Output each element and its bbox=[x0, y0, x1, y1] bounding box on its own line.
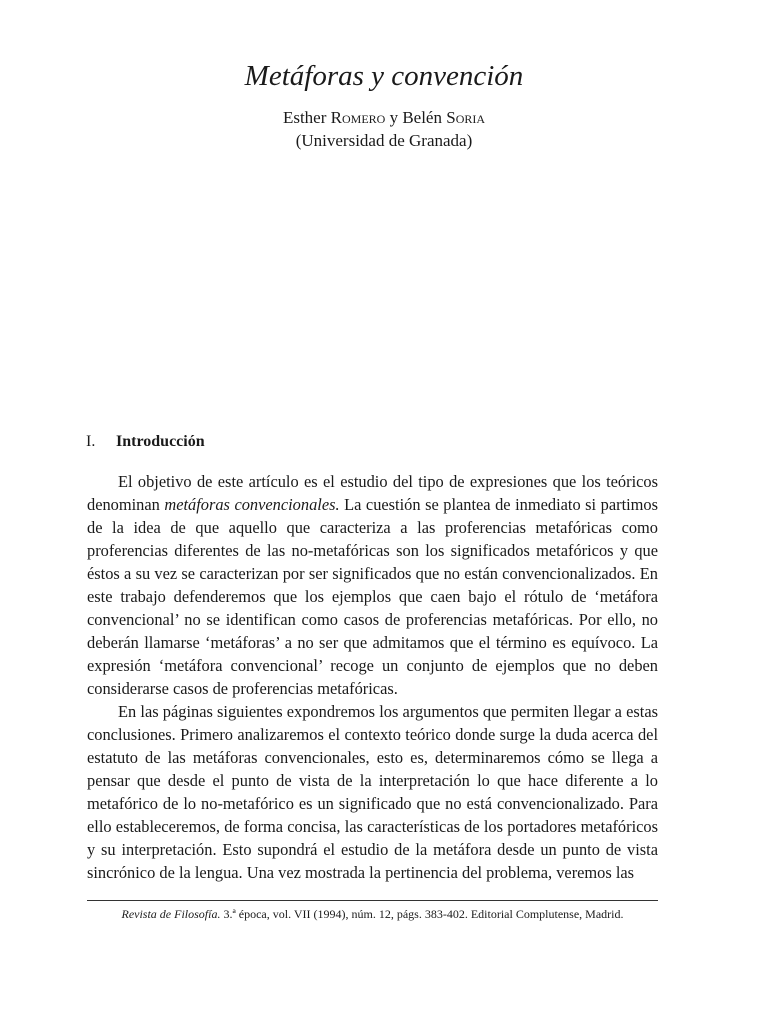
author-1-surname: Romero bbox=[330, 108, 386, 127]
journal-name: Revista de Filosofía. bbox=[121, 907, 221, 921]
article-title: Metáforas y convención bbox=[244, 60, 524, 92]
journal-citation bbox=[87, 906, 658, 922]
author-line bbox=[0, 107, 768, 129]
section-number: I. bbox=[86, 433, 96, 450]
citation-details: 3.ª época, vol. VII (1994), núm. 12, págs. 383-402. Editorial Complutense, Madrid. bbox=[220, 907, 624, 921]
paragraph-1-text-a: El objetivo de este artículo es el estudio del tipo de expresiones que los teóricos denominan bbox=[87, 472, 658, 514]
author-2-first-name: Belén bbox=[402, 108, 442, 127]
paragraph-1-text-b: La cuestión se plantea de inmediato si partimos de la idea de que aquello que caracteriza a las proferencias metafóricas como proferencias diferentes de las no-metafóricas son los significados metafóricos y que éstos a su vez se caracterizan por ser significados que no están convencionalizados. En este trabajo defenderemos que los ejemplos que caen bajo el rótulo de ‘metáfora convencional’ no se identifican como casos de proferencias metafóricas. Por ello, no deberán llamarse ‘metáforas’ a no ser que admitamos que el término es equívoco. La expresión ‘metáfora convencional’ recoge un conjunto de ejemplos que no deben considerarse casos de proferencias metafóricas. bbox=[87, 495, 658, 698]
footer-divider bbox=[87, 900, 658, 901]
author-affiliation: (Universidad de Granada) bbox=[295, 131, 473, 150]
paragraph-1-emphasis: metáforas convencionales. bbox=[164, 495, 340, 514]
section-title: Introducción bbox=[116, 433, 205, 450]
paragraph-2: En las páginas siguientes expondremos los argumentos que permiten llegar a estas conclusiones. Primero analizaremos el contexto teórico donde surge la duda acerca del estatuto de las metáforas convencionales, esto es, determinaremos cómo se llega a pensar que desde el punto de vista de la interpretación lo que hace diferente a lo metafórico de lo no-metafórico es un significado que no está convencionalizado. Para ello estableceremos, de forma concisa, las características de los portadores metafóricos y su interpretación. Esto supondrá el estudio de la metáfora desde un punto de vista sincrónico de la lengua. Una vez mostrada la pertinencia del problema, veremos las bbox=[87, 702, 658, 882]
section-heading bbox=[86, 431, 205, 453]
paragraph-1 bbox=[87, 470, 658, 700]
author-1-first-name: Esther bbox=[282, 108, 327, 127]
author-conjunction: y bbox=[389, 108, 399, 127]
author-2-surname: Soria bbox=[446, 108, 486, 127]
body-text bbox=[87, 470, 658, 884]
